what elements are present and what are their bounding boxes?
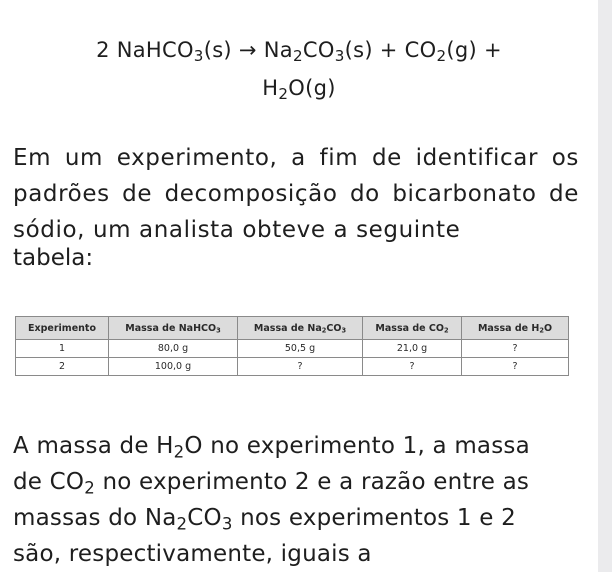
header-text: H <box>531 322 540 334</box>
header-massa-na2co3 <box>238 317 363 340</box>
header-subscript: 2 <box>321 326 327 335</box>
header-text: Massa de <box>253 322 308 334</box>
equation-subscript: 3 <box>334 47 345 66</box>
chemical-equation-line-1 <box>0 36 598 64</box>
header-subscript: 2 <box>443 326 449 335</box>
page-scroll-edge <box>598 0 612 572</box>
question-line <box>13 536 579 572</box>
table-header-row <box>16 317 569 340</box>
cell-massa-na2co3: 50,5 g <box>238 340 363 358</box>
question-text: são, respectivamente, iguais a <box>13 541 372 567</box>
equation-subscript: 2 <box>278 85 289 104</box>
header-text: Massa de <box>375 322 429 334</box>
cell-experiment-number: 1 <box>16 340 109 358</box>
header-massa-nahco3 <box>109 317 238 340</box>
header-experimento: Experimento <box>16 317 109 340</box>
header-massa-h2o <box>462 317 569 340</box>
question-subscript: 2 <box>84 478 95 498</box>
question-line <box>13 428 579 464</box>
question-line <box>13 500 579 536</box>
equation-text: O(g) <box>288 76 336 100</box>
cell-massa-co2: 21,0 g <box>363 340 462 358</box>
header-text: O <box>543 322 553 334</box>
header-text: Massa de <box>477 322 532 334</box>
question-paragraph <box>13 428 579 572</box>
question-subscript: 2 <box>173 442 185 462</box>
table-row <box>16 358 569 376</box>
question-text: massas do Na <box>13 505 177 531</box>
question-text: nos experimentos 1 e 2 <box>232 505 516 531</box>
intro-paragraph-end: tabela: <box>13 245 94 271</box>
chemical-equation-line-2 <box>0 74 598 102</box>
equation-subscript: 3 <box>193 47 204 66</box>
equation-text: 2 NaHCO <box>96 38 194 62</box>
table-row <box>16 340 569 358</box>
equation-text: (g) + <box>446 38 502 62</box>
header-text: Massa de <box>125 322 179 334</box>
equation-text: (s) → Na <box>203 38 293 62</box>
question-subscript: 3 <box>221 514 233 534</box>
question-subscript: 2 <box>176 514 188 534</box>
header-text: NaHCO <box>178 322 217 334</box>
cell-massa-h2o: ? <box>462 340 569 358</box>
header-massa-co2 <box>363 317 462 340</box>
question-line <box>13 464 579 500</box>
question-text: O no experimento 1, a massa <box>184 433 530 459</box>
data-table <box>15 316 569 376</box>
cell-massa-co2: ? <box>363 358 462 376</box>
header-subscript: 3 <box>216 326 221 335</box>
header-subscript: 2 <box>539 326 544 335</box>
equation-subscript: 2 <box>436 47 447 66</box>
cell-massa-nahco3: 100,0 g <box>109 358 238 376</box>
header-text: CO <box>428 322 444 334</box>
cell-massa-nahco3: 80,0 g <box>109 340 238 358</box>
cell-massa-na2co3: ? <box>238 358 363 376</box>
question-text: de CO <box>13 469 85 495</box>
intro-paragraph: Em um experimento, a fim de identificar os padrões de decomposição do bicarbonato de sódio, um analista obteve a seguinte <box>13 145 579 243</box>
header-text: CO <box>326 322 342 334</box>
equation-text: CO <box>302 38 335 62</box>
cell-experiment-number: 2 <box>16 358 109 376</box>
equation-text: H <box>262 76 279 100</box>
cell-massa-h2o: ? <box>462 358 569 376</box>
question-text: CO <box>187 505 222 531</box>
header-text: Na <box>307 322 322 334</box>
equation-text: (s) + CO <box>344 38 437 62</box>
equation-subscript: 2 <box>292 47 303 66</box>
question-text: A massa de H <box>13 433 174 459</box>
question-text: no experimento 2 e a razão entre as <box>94 469 530 495</box>
header-subscript: 3 <box>341 326 347 335</box>
